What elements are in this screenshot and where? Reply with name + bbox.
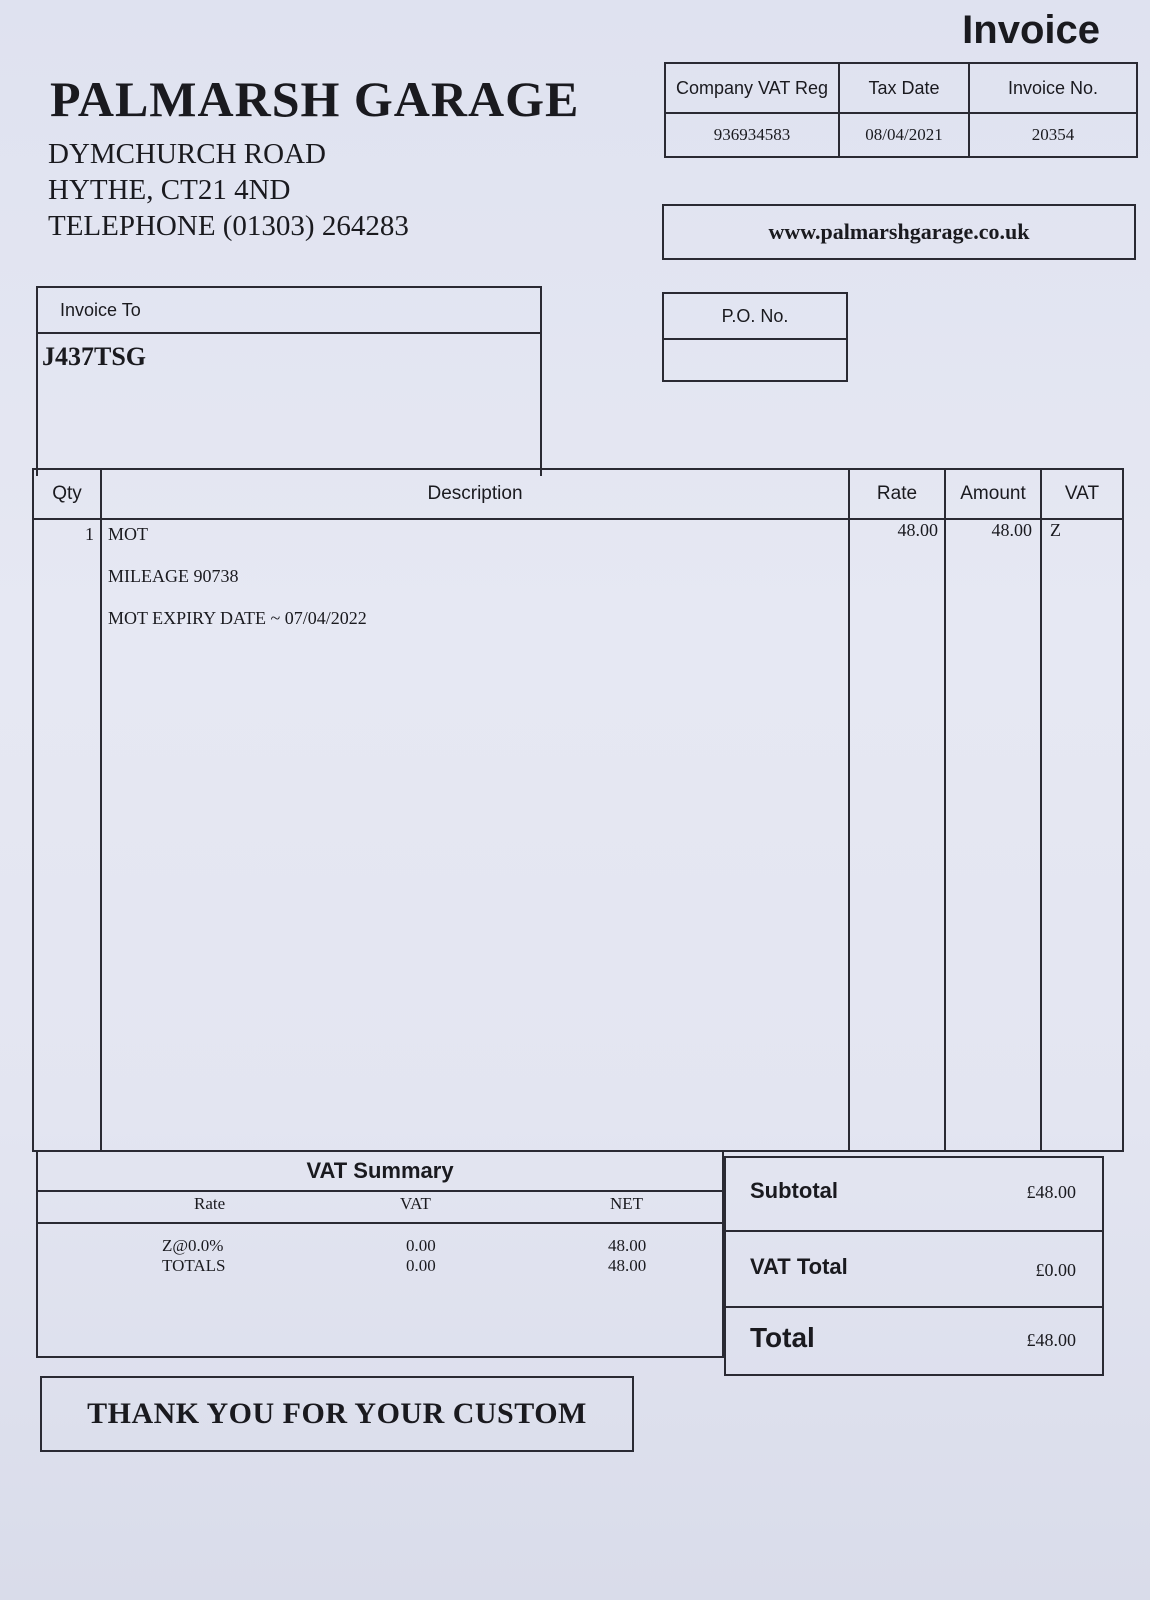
col-qty-header: Qty	[52, 483, 82, 504]
item-note-mot-expiry: MOT EXPIRY DATE ~ 07/04/2022	[108, 608, 367, 628]
item-description: MOT	[108, 524, 148, 544]
company-telephone: TELEPHONE (01303) 264283	[48, 210, 409, 242]
vat-col-rate-header: Rate	[194, 1194, 226, 1213]
vat-reg-value: 936934583	[713, 125, 791, 144]
invoice-heading: Invoice	[962, 8, 1100, 52]
vat-summary	[36, 1152, 724, 1358]
invoice-no-value: 20354	[1031, 125, 1075, 144]
company-name: PALMARSH GARAGE	[50, 71, 580, 127]
website-box	[662, 204, 1136, 260]
po-label: P.O. No.	[721, 305, 789, 326]
vat-col-vat-header: VAT	[400, 1194, 431, 1213]
vat-row-vat: 0.00	[406, 1236, 436, 1255]
vat-row-vat: 0.00	[406, 1256, 436, 1275]
totals-box	[724, 1156, 1104, 1376]
company-address-line1: DYMCHURCH ROAD	[48, 138, 326, 170]
item-note-mileage: MILEAGE 90738	[108, 566, 239, 586]
po-value	[664, 340, 846, 380]
vat-summary-title: VAT Summary	[306, 1158, 454, 1183]
vat-row-net: 48.00	[608, 1236, 647, 1255]
item-rate: 48.00	[897, 520, 938, 540]
items-table	[32, 468, 1124, 1152]
vat-total-value: £0.00	[1035, 1260, 1076, 1280]
tax-date-value: 08/04/2021	[865, 125, 943, 144]
vat-total-label: VAT Total	[750, 1254, 848, 1279]
total-value: £48.00	[1026, 1330, 1076, 1350]
invoice-to-box	[36, 286, 542, 476]
invoice-header-table	[664, 62, 1138, 158]
thank-you-box	[40, 1376, 634, 1452]
item-amount: 48.00	[991, 520, 1032, 540]
vat-row-rate: TOTALS	[162, 1256, 226, 1275]
item-qty: 1	[85, 524, 94, 544]
col-description-header: Description	[427, 483, 523, 504]
item-vat-code: Z	[1050, 520, 1061, 540]
col-amount-header: Amount	[960, 483, 1026, 504]
vat-row-rate: Z@0.0%	[162, 1236, 224, 1255]
po-box	[662, 292, 848, 382]
website-url: www.palmarshgarage.co.uk	[768, 219, 1030, 244]
invoice-to-label: Invoice To	[60, 300, 141, 320]
tax-date-header: Tax Date	[868, 77, 940, 98]
col-vat-header: VAT	[1064, 483, 1100, 504]
invoice-to-value: J437TSG	[42, 342, 147, 371]
vat-row-net: 48.00	[608, 1256, 647, 1275]
col-rate-header: Rate	[876, 483, 918, 504]
thank-you-message: THANK YOU FOR YOUR CUSTOM	[87, 1397, 587, 1430]
vat-col-net-header: NET	[610, 1194, 644, 1213]
subtotal-value: £48.00	[1026, 1182, 1076, 1202]
company-address-line2: HYTHE, CT21 4ND	[48, 174, 291, 206]
invoice-no-header: Invoice No.	[1007, 77, 1099, 98]
total-label: Total	[750, 1322, 815, 1353]
subtotal-label: Subtotal	[750, 1178, 838, 1203]
vat-reg-header: Company VAT Reg	[675, 77, 829, 98]
